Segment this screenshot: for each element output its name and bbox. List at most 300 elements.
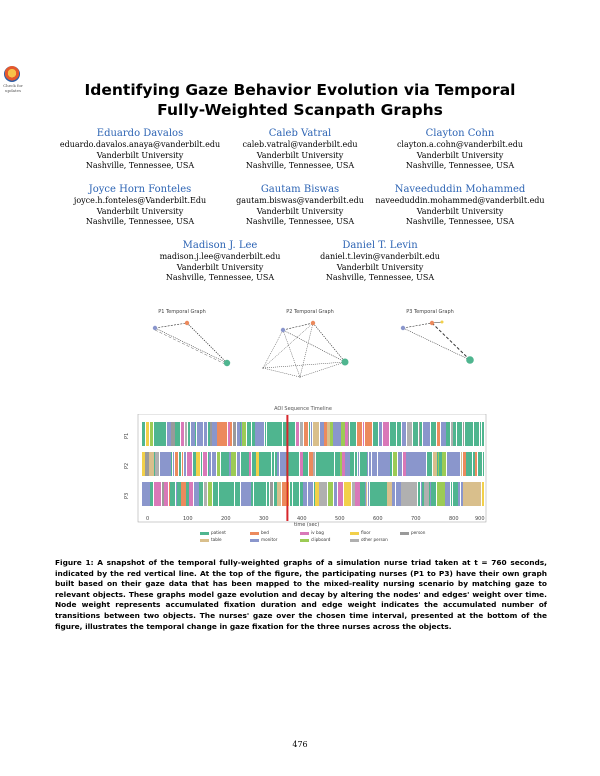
timeline-bar — [392, 482, 395, 506]
timeline-bar — [142, 482, 150, 506]
timeline-bar — [175, 452, 178, 476]
author-block — [370, 183, 550, 228]
timeline-bar — [189, 482, 193, 506]
caption-label: Figure 1: — [55, 558, 94, 567]
temporal-graphs-figure — [0, 305, 600, 380]
timeline-bar — [348, 422, 349, 446]
graph-edge — [263, 368, 300, 377]
row-label: P1 — [124, 432, 130, 439]
graph-edge — [263, 362, 345, 368]
legend-swatch — [200, 532, 209, 535]
timeline-bar — [249, 452, 251, 476]
timeline-bar — [421, 482, 422, 506]
timeline-bar — [191, 422, 195, 446]
row-label: P2 — [124, 462, 130, 469]
graph-node-other — [299, 376, 301, 378]
timeline-bar — [154, 482, 157, 506]
author-affiliation: Vanderbilt University — [96, 150, 184, 160]
graph-edge — [403, 323, 432, 328]
timeline-bar — [401, 482, 417, 506]
timeline-plot — [118, 414, 488, 532]
timeline-bar — [142, 452, 145, 476]
graph-edge — [300, 362, 345, 377]
x-tick: 900 — [475, 516, 485, 522]
timeline-bar — [150, 422, 153, 446]
timeline-bar — [248, 452, 249, 476]
x-tick: 500 — [335, 516, 345, 522]
paper-title — [0, 80, 600, 120]
timeline-bar — [475, 452, 477, 476]
timeline-bar — [217, 422, 227, 446]
legend-item: table — [200, 537, 222, 542]
author-email: caleb.vatral@vanderbilt.edu — [242, 140, 358, 149]
x-tick: 100 — [183, 516, 193, 522]
graph-edge — [263, 323, 313, 368]
timeline-bar — [251, 482, 253, 506]
author-location: Nashville, Tennessee, USA — [245, 217, 355, 226]
timeline-bar — [146, 422, 149, 446]
timeline-bar — [446, 422, 450, 446]
timeline-bar — [241, 452, 248, 476]
timeline-bar — [355, 452, 357, 476]
timeline-bar — [313, 452, 315, 476]
timeline-bar — [179, 452, 181, 476]
timeline-bar — [338, 482, 343, 506]
timeline-bar — [463, 422, 464, 446]
author-name: Gautam Biswas — [260, 184, 340, 195]
timeline-bar — [461, 482, 463, 506]
timeline-bar — [162, 482, 164, 506]
timeline-bar — [171, 452, 172, 476]
author-block — [50, 127, 230, 172]
timeline-bar — [442, 452, 446, 476]
timeline-bar — [441, 422, 446, 446]
timeline-bar — [341, 422, 345, 446]
timeline-bar — [267, 422, 282, 446]
author-email: joyce.h.fonteles@Vanderbilt.Edu — [73, 196, 207, 205]
author-affiliation: Vanderbilt University — [176, 262, 264, 272]
timeline-bar — [315, 482, 319, 506]
timeline-bar — [241, 482, 243, 506]
timeline-bar — [324, 422, 327, 446]
timeline-bar — [194, 482, 199, 506]
timeline-bar — [396, 482, 401, 506]
timeline-bar — [182, 452, 183, 476]
x-tick: 300 — [259, 516, 269, 522]
timeline-bar — [345, 422, 348, 446]
graph-title: P2 Temporal Graph — [286, 309, 334, 315]
author-location: Nashville, Tennessee, USA — [245, 161, 355, 170]
timeline-bar — [228, 422, 230, 446]
graph-node-monitor — [401, 326, 405, 330]
timeline-bar — [422, 482, 424, 506]
legend-swatch — [300, 532, 309, 535]
timeline-bar — [283, 422, 295, 446]
timeline-bar — [208, 482, 212, 506]
timeline-bar — [142, 422, 145, 446]
timeline-bar — [181, 422, 184, 446]
x-axis-label: time (sec) — [294, 522, 320, 528]
timeline-bar — [212, 422, 217, 446]
timeline-bar — [303, 482, 307, 506]
legend-swatch — [400, 532, 409, 535]
author-location: Nashville, Tennessee, USA — [85, 161, 195, 170]
timeline-bar — [313, 422, 316, 446]
timeline-bar — [461, 452, 462, 476]
timeline-bar — [249, 482, 251, 506]
timeline-bar — [363, 422, 364, 446]
author-name: Clayton Cohn — [425, 128, 495, 139]
timeline-bar — [335, 452, 340, 476]
timeline-bar — [170, 482, 175, 506]
timeline-bar — [365, 422, 367, 446]
timeline-bar — [333, 422, 341, 446]
timeline-bar — [360, 482, 362, 506]
author-email: gautam.biswas@vanderbilt.edu — [236, 196, 364, 205]
timeline-bar — [169, 482, 170, 506]
timeline-bar — [447, 452, 460, 476]
timeline-bar — [157, 482, 161, 506]
author-email: clayton.a.cohn@vanderbilt.edu — [396, 140, 524, 149]
timeline-bar — [371, 482, 387, 506]
timeline-bar — [344, 482, 351, 506]
caption-text: A snapshot of the temporal fully-weighted graphs of a simulation nurse triad taken at t = 760 seconds, indicated by the red vertical line. At the top of the figure, the participating nurses (P1 to P3) have their own graph built based on their gaze data that has been mapped to the mixed-reality nursing scenario by matching gaze to relevant objects. These graphs model gaze evolution and decay by altering the nodes' and edges' weight over time. Node weight represents accumulated fixation duration and edge weight indicates the accumulated number of transitions between two objects. The nurses' gaze over the chosen time interval, presented at the bottom of the figure, illustrates the temporal change in gaze fixation for the three nurses across the objects. — [55, 558, 547, 631]
timeline-bar — [272, 452, 274, 476]
timeline-bar — [241, 422, 242, 446]
timeline-bar — [451, 482, 452, 506]
timeline-bar — [360, 452, 367, 476]
author-affiliation: Vanderbilt University — [416, 206, 504, 216]
current-time-marker — [286, 415, 288, 521]
timeline-bar — [372, 452, 377, 476]
timeline-bar — [420, 422, 422, 446]
title-line-1: Identifying Gaze Behavior Evolution via Temporal — [84, 81, 516, 99]
timeline-bar — [451, 422, 453, 446]
timeline-bar — [367, 452, 368, 476]
timeline-bar — [427, 452, 432, 476]
timeline-bar — [350, 422, 354, 446]
timeline-bar — [367, 422, 372, 446]
legend-item: iv bag — [300, 530, 324, 535]
page-number: 476 — [292, 740, 308, 749]
timeline-legend — [200, 530, 440, 550]
timeline-bar — [470, 422, 473, 446]
timeline-bar — [433, 452, 437, 476]
x-tick: 600 — [373, 516, 383, 522]
author-email: naveeduddin.mohammed@vanderbilt.edu — [375, 196, 545, 205]
timeline-bar — [224, 452, 229, 476]
timeline-bar — [247, 422, 251, 446]
graph-edge — [155, 330, 227, 365]
timeline-bar — [303, 452, 308, 476]
author-block — [290, 239, 470, 284]
timeline-bar — [193, 452, 196, 476]
timeline-bar — [243, 482, 249, 506]
timeline-bar — [259, 452, 271, 476]
timeline-bar — [393, 422, 396, 446]
graph-node-monitor — [153, 326, 157, 330]
timeline-bar — [327, 422, 330, 446]
graph-edge — [155, 323, 187, 328]
timeline-bar — [424, 482, 429, 506]
timeline-bar — [438, 452, 439, 476]
timeline-bar — [282, 482, 286, 506]
timeline-bar — [480, 422, 481, 446]
figure-caption — [55, 558, 547, 632]
p2-temporal-graph — [262, 309, 348, 378]
timeline-bar — [351, 452, 354, 476]
timeline-bar — [418, 482, 420, 506]
timeline-bar — [403, 452, 406, 476]
timeline-bar — [465, 422, 470, 446]
timeline-bar — [473, 452, 475, 476]
timeline-bar — [319, 482, 327, 506]
graph-title: P1 Temporal Graph — [158, 309, 206, 315]
x-tick: 800 — [449, 516, 459, 522]
x-tick: 0 — [146, 516, 150, 522]
timeline-title: AOI Sequence Timeline — [274, 406, 332, 412]
timeline-bar — [238, 452, 240, 476]
timeline-bar — [154, 422, 166, 446]
timeline-bar — [290, 482, 292, 506]
graph-node-bed — [311, 321, 315, 325]
timeline-bar — [397, 422, 398, 446]
legend-swatch — [250, 539, 259, 542]
timeline-bar — [210, 422, 212, 446]
timeline-bar — [369, 452, 371, 476]
graph-edge — [283, 330, 345, 362]
p1-temporal-graph — [153, 309, 230, 366]
timeline-bar — [267, 482, 269, 506]
timeline-bar — [212, 452, 216, 476]
x-tick: 400 — [297, 516, 307, 522]
timeline-bar — [476, 422, 479, 446]
timeline-bar — [419, 422, 420, 446]
author-location: Nashville, Tennessee, USA — [325, 273, 435, 282]
graph-node-bed — [185, 321, 189, 325]
timeline-bar — [309, 422, 310, 446]
timeline-bar — [482, 482, 484, 506]
timeline-bar — [281, 452, 286, 476]
timeline-bar — [255, 422, 264, 446]
timeline-bar — [431, 422, 436, 446]
timeline-bar — [277, 452, 279, 476]
author-affiliation: Vanderbilt University — [256, 150, 344, 160]
timeline-bar — [275, 452, 277, 476]
timeline-bar — [230, 422, 232, 446]
timeline-bar — [296, 482, 299, 506]
timeline-bar — [365, 482, 366, 506]
timeline-bar — [209, 452, 211, 476]
timeline-bar — [203, 452, 207, 476]
author-name: Daniel T. Levin — [342, 240, 418, 251]
timeline-bar — [185, 422, 187, 446]
timeline-bar — [149, 452, 154, 476]
timeline-bar — [304, 422, 308, 446]
timeline-bar — [237, 422, 240, 446]
timeline-bar — [229, 452, 231, 476]
timeline-bar — [350, 452, 351, 476]
x-tick: 700 — [411, 516, 421, 522]
timeline-bar — [280, 452, 281, 476]
timeline-bar — [277, 482, 281, 506]
legend-swatch — [350, 532, 359, 535]
timeline-bar — [379, 422, 382, 446]
timeline-bar — [173, 452, 174, 476]
timeline-bar — [145, 452, 149, 476]
timeline-bar — [231, 452, 236, 476]
timeline-bar — [328, 482, 333, 506]
x-tick: 200 — [221, 516, 231, 522]
timeline-bar — [196, 452, 200, 476]
timeline-bar — [265, 422, 266, 446]
graph-edge — [155, 328, 227, 363]
timeline-bar — [330, 422, 333, 446]
legend-swatch — [250, 532, 259, 535]
timeline-bar — [437, 422, 440, 446]
timeline-bar — [175, 422, 176, 446]
timeline-bar — [383, 422, 389, 446]
timeline-bar — [390, 422, 393, 446]
timeline-bar — [233, 422, 236, 446]
timeline-bar — [474, 422, 476, 446]
timeline-bar — [408, 452, 426, 476]
timeline-bar — [457, 422, 462, 446]
timeline-bar — [184, 452, 186, 476]
timeline-bar — [242, 422, 246, 446]
timeline-bar — [188, 422, 190, 446]
timeline-bar — [482, 422, 484, 446]
timeline-bar — [413, 422, 418, 446]
legend-item: other person — [350, 537, 388, 542]
timeline-bar — [366, 482, 367, 506]
timeline-bar — [354, 422, 356, 446]
timeline-bar — [208, 452, 209, 476]
timeline-bar — [453, 482, 458, 506]
author-affiliation: Vanderbilt University — [336, 262, 424, 272]
timeline-bar — [423, 422, 428, 446]
timeline-bar — [181, 482, 186, 506]
legend-item: patient — [200, 530, 226, 535]
timeline-bar — [195, 422, 196, 446]
timeline-bar — [378, 452, 390, 476]
legend-swatch — [200, 539, 209, 542]
timeline-bar — [373, 422, 378, 446]
timeline-bar — [154, 452, 155, 476]
timeline-bar — [252, 452, 256, 476]
graph-node-patient — [466, 356, 474, 364]
logo-text: Check for updates — [3, 83, 23, 93]
timeline-bar — [340, 452, 342, 476]
legend-item: bed — [250, 530, 269, 535]
author-name: Naveeduddin Mohammed — [394, 184, 526, 195]
timeline-bar — [355, 482, 360, 506]
timeline-bar — [439, 452, 442, 476]
graph-node-other — [262, 367, 264, 369]
graph-node-patient — [342, 359, 349, 366]
author-name: Caleb Vatral — [268, 128, 332, 139]
timeline-bar — [445, 482, 450, 506]
graph-node-floor — [441, 321, 444, 324]
author-block — [50, 183, 230, 228]
timeline-bar — [252, 422, 255, 446]
timeline-bar — [362, 482, 365, 506]
graph-edge — [283, 323, 313, 330]
timeline-bar — [370, 482, 371, 506]
timeline-bar — [187, 452, 192, 476]
timeline-bar — [160, 452, 171, 476]
timeline-bar — [300, 452, 303, 476]
timeline-bar — [393, 452, 397, 476]
timeline-bar — [431, 482, 436, 506]
timeline-bar — [177, 482, 181, 506]
timeline-bar — [483, 452, 484, 476]
timeline-bar — [463, 482, 481, 506]
graph-edge — [300, 323, 313, 377]
author-location: Nashville, Tennessee, USA — [405, 161, 515, 170]
timeline-bar — [171, 422, 175, 446]
graph-title: P3 Temporal Graph — [406, 309, 454, 315]
author-block — [130, 239, 310, 284]
timeline-bar — [429, 482, 430, 506]
timeline-bar — [308, 482, 313, 506]
timeline-bar — [437, 482, 445, 506]
timeline-bar — [314, 482, 315, 506]
timeline-bar — [368, 482, 369, 506]
timeline-bar — [150, 482, 153, 506]
timeline-bar — [167, 422, 171, 446]
author-affiliation: Vanderbilt University — [416, 150, 504, 160]
timeline-bar — [342, 452, 345, 476]
timeline-bar — [398, 452, 402, 476]
timeline-bar — [406, 452, 408, 476]
legend-item: clipboard — [300, 537, 330, 542]
timeline-bar — [201, 452, 202, 476]
author-affiliation: Vanderbilt University — [96, 206, 184, 216]
timeline-bar — [235, 482, 240, 506]
timeline-bar — [199, 482, 203, 506]
author-block — [210, 183, 390, 228]
timeline-bar — [311, 422, 312, 446]
author-block — [210, 127, 390, 172]
legend-item: person — [400, 530, 425, 535]
timeline-bar — [256, 452, 259, 476]
timeline-bar — [208, 422, 210, 446]
timeline-bar — [437, 452, 438, 476]
timeline-bar — [176, 422, 179, 446]
p3-temporal-graph — [401, 309, 474, 364]
timeline-bar — [204, 422, 207, 446]
timeline-bar — [402, 422, 406, 446]
timeline-bar — [240, 422, 241, 446]
timeline-bar — [357, 422, 362, 446]
timeline-bar — [198, 422, 203, 446]
timeline-bar — [387, 482, 392, 506]
timeline-bar — [390, 452, 392, 476]
author-name: Joyce Horn Fonteles — [88, 184, 192, 195]
timeline-bar — [300, 482, 303, 506]
timeline-bar — [254, 482, 266, 506]
timeline-bar — [204, 482, 207, 506]
timeline-bar — [358, 452, 359, 476]
author-affiliation: Vanderbilt University — [256, 206, 344, 216]
graph-edge — [432, 323, 470, 360]
graph-node-patient — [224, 360, 230, 366]
graph-node-bed — [430, 321, 434, 325]
timeline-bar — [164, 482, 168, 506]
timeline-bar — [176, 482, 177, 506]
author-block — [370, 127, 550, 172]
